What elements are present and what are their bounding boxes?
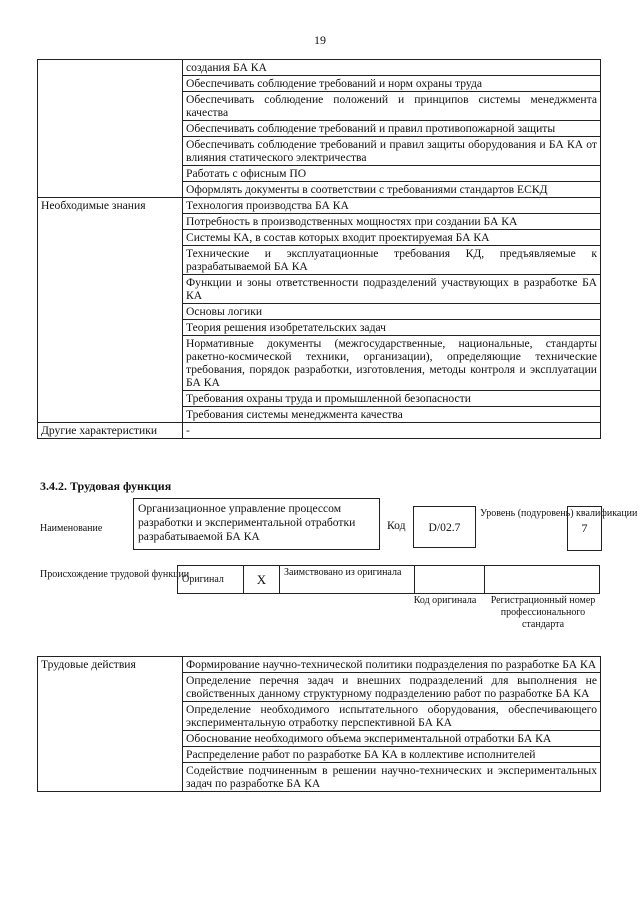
origin-table bbox=[177, 565, 600, 594]
knowledge-label: Необходимые знания bbox=[38, 198, 183, 423]
skill-item: Обеспечивать соблюдение требований и правил защиты оборудования и БА КА от влияния статического электричества bbox=[183, 137, 601, 166]
other-characteristics-value: - bbox=[183, 423, 601, 439]
function-name-box: Организационное управление процессом разработки и экспериментальной отработки разрабатываемой БА КА bbox=[133, 498, 380, 550]
original-label: Оригинал bbox=[178, 566, 244, 594]
reg-number-caption: Регистрационный номер профессионального стандарта bbox=[490, 595, 596, 630]
code-label: Код bbox=[387, 519, 406, 532]
table-row bbox=[38, 60, 601, 76]
skill-item: Обеспечивать соблюдение требований и норм охраны труда bbox=[183, 76, 601, 92]
code-value: D/02.7 bbox=[413, 506, 476, 548]
action-item: Распределение работ по разработке БА КА в коллективе исполнителей bbox=[183, 747, 601, 763]
borrowed-label: Заимствовано из оригинала bbox=[280, 566, 415, 594]
qualification-level-value: 7 bbox=[567, 506, 602, 551]
skill-item: Оформлять документы в соответствии с требованиями стандартов ЕСКД bbox=[183, 182, 601, 198]
code-original-cell bbox=[415, 566, 485, 594]
action-item: Содействие подчиненным в решении научно-технических и экспериментальных задач по разработке БА КА bbox=[183, 763, 601, 792]
skill-item: создания БА КА bbox=[183, 60, 601, 76]
original-mark: X bbox=[244, 566, 280, 594]
action-item: Определение перечня задач и внешних подразделений для выполнения не свойственных данному структурному подразделению работ по разработке БА КА bbox=[183, 673, 601, 702]
knowledge-item: Технология производства БА КА bbox=[183, 198, 601, 214]
qualification-level-label: Уровень (подуровень) квалификации bbox=[480, 508, 638, 519]
knowledge-item: Требования системы менеджмента качества bbox=[183, 407, 601, 423]
skill-item: Обеспечивать соблюдение требований и правил противопожарной защиты bbox=[183, 121, 601, 137]
knowledge-item: Требования охраны труда и промышленной безопасности bbox=[183, 391, 601, 407]
requirements-table bbox=[37, 59, 601, 439]
table-row bbox=[38, 423, 601, 439]
knowledge-item: Системы КА, в состав которых входит проектируемая БА КА bbox=[183, 230, 601, 246]
knowledge-item: Теория решения изобретательских задач bbox=[183, 320, 601, 336]
skill-item: Обеспечивать соблюдение положений и принципов системы менеджмента качества bbox=[183, 92, 601, 121]
action-item: Определение необходимого испытательного оборудования, обеспечивающего экспериментальную отработку перспективной БА КА bbox=[183, 702, 601, 731]
action-item: Обоснование необходимого объема экспериментальной отработки БА КА bbox=[183, 731, 601, 747]
section-heading: 3.4.2. Трудовая функция bbox=[40, 479, 172, 493]
other-characteristics-label: Другие характеристики bbox=[38, 423, 183, 439]
page-number: 19 bbox=[314, 33, 326, 47]
reg-number-cell bbox=[485, 566, 600, 594]
knowledge-item: Потребность в производственных мощностях при создании БА КА bbox=[183, 214, 601, 230]
name-label: Наименование bbox=[40, 523, 103, 534]
code-original-caption: Код оригинала bbox=[413, 595, 477, 606]
origin-label: Происхождение трудовой функции bbox=[40, 569, 190, 580]
knowledge-item: Нормативные документы (межгосударственные, национальные, стандарты ракетно-космической техники, организации), определяющие технические требования, порядок разработки, изготовления, методы контроля и эксплуатации БА КА bbox=[183, 336, 601, 391]
knowledge-item: Функции и зоны ответственности подразделений участвующих в разработке БА КА bbox=[183, 275, 601, 304]
table-row bbox=[38, 198, 601, 214]
labor-actions-label: Трудовые действия bbox=[38, 657, 183, 792]
skills-label-cell bbox=[38, 60, 183, 198]
skill-item: Работать с офисным ПО bbox=[183, 166, 601, 182]
knowledge-item: Основы логики bbox=[183, 304, 601, 320]
labor-actions-table bbox=[37, 656, 601, 792]
action-item: Формирование научно-технической политики подразделения по разработке БА КА bbox=[183, 657, 601, 673]
knowledge-item: Технические и эксплуатационные требования КД, предъявляемые к разрабатываемой БА КА bbox=[183, 246, 601, 275]
table-row bbox=[178, 566, 600, 594]
table-row bbox=[38, 657, 601, 673]
